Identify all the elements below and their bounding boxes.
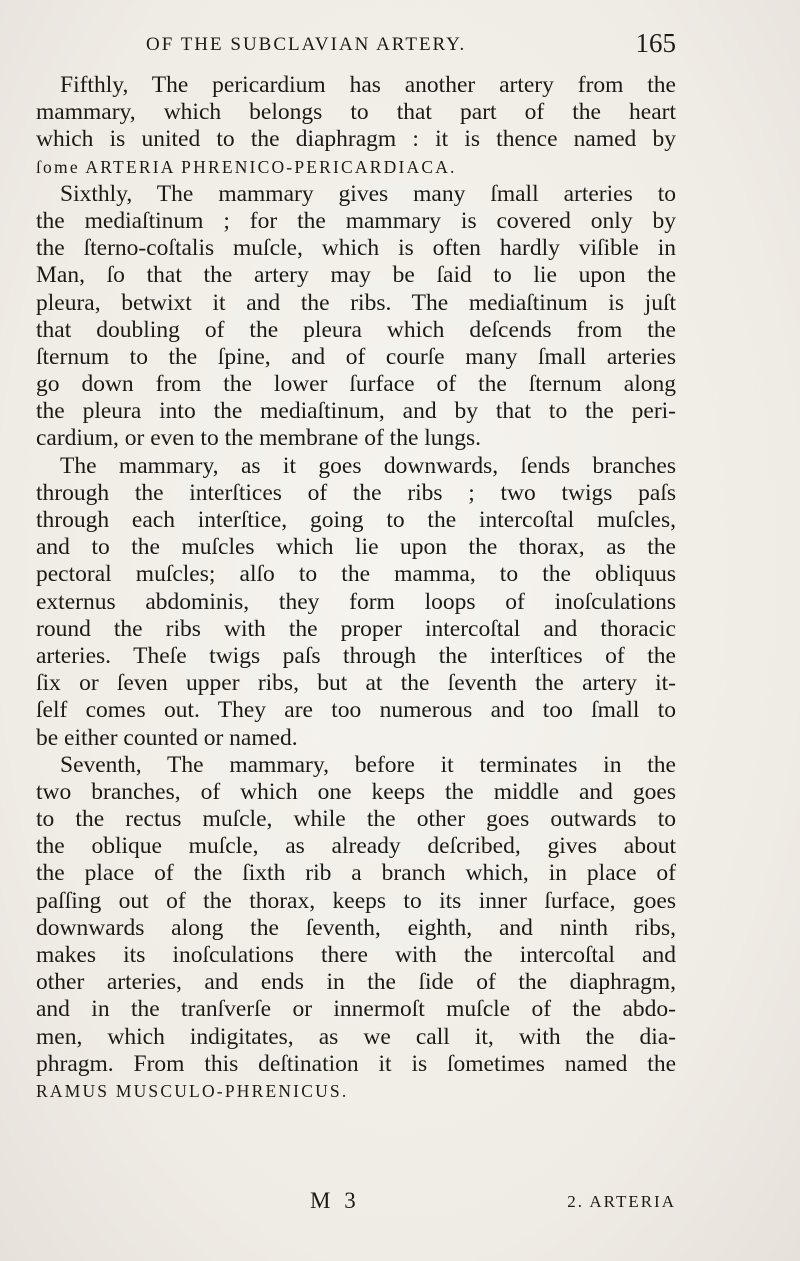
text-line: which is united to the diaphragm : it is thence named by (36, 126, 676, 153)
text-line: Sixthly, The mammary gives many ſmall arteries to (60, 180, 676, 207)
text-line: that doubling of the pleura which deſcends from the (36, 316, 676, 343)
text-line: men, which indigitates, as we call it, with the dia- (36, 1023, 676, 1050)
text-line: other arteries, and ends in the ſide of the diaphragm, (36, 969, 676, 996)
text-line: The mammary, as it goes downwards, ſends branches (60, 452, 676, 479)
running-head: OF THE SUBCLAVIAN ARTERY. (146, 34, 467, 55)
text-line: the mediaſtinum ; for the mammary is covered only by (36, 207, 676, 234)
text-line: go down from the lower ſurface of the ſternum along (36, 371, 676, 398)
text-line: pleura, betwixt it and the ribs. The mediaſtinum is juſt (36, 289, 676, 316)
text-line: pectoral muſcles; alſo to the mamma, to the obliquus (36, 561, 676, 588)
text-line: to the rectus muſcle, while the other goes outwards to (36, 806, 676, 833)
text-line: through each interſtice, going to the intercoſtal muſcles, (36, 507, 676, 533)
text-line: and to the muſcles which lie upon the thorax, as the (36, 534, 676, 561)
page-header (36, 30, 676, 60)
text-line: ſelf comes out. They are too numerous and too ſmall to (36, 697, 676, 724)
text-line: mammary, which belongs to that part of the heart (36, 99, 676, 126)
body-text (36, 72, 676, 1105)
text-line: cardium, or even to the membrane of the lungs. (36, 425, 482, 452)
signature-mark: M 3 (310, 1188, 360, 1213)
text-line: makes its inoſculations there with the intercoſtal and (36, 942, 676, 968)
text-line: arteries. Theſe twigs paſs through the interſtices of the (36, 642, 676, 669)
text-line: ſome ARTERIA PHRENICO-PERICARDIACA. (36, 156, 457, 177)
text-line: RAMUS MUSCULO-PHRENICUS. (36, 1080, 349, 1101)
page-number: 165 (635, 28, 676, 58)
text-line: Fifthly, The pericardium has another artery from the (60, 72, 676, 98)
text-line: downwards along the ſeventh, eighth, and ninth ribs, (36, 914, 676, 941)
text-line: two branches, of which one keeps the middle and goes (36, 778, 676, 805)
text-line: and in the tranſverſe or innermoſt muſcle of the abdo- (36, 996, 676, 1023)
text-line: the oblique muſcle, as already deſcribed, gives about (36, 833, 676, 860)
text-line: through the interſtices of the ribs ; two twigs paſs (36, 479, 676, 506)
text-line: paſſing out of the thorax, keeps to its inner ſurface, goes (36, 887, 676, 914)
text-line: be either counted or named. (36, 724, 298, 751)
text-line: ſix or ſeven upper ribs, but at the ſeventh the artery it- (36, 670, 676, 697)
text-line: the ſterno-coſtalis muſcle, which is often hardly viſible in (36, 235, 676, 262)
text-line: the pleura into the mediaſtinum, and by that to the peri- (36, 398, 676, 425)
text-line: Man, ſo that the artery may be ſaid to lie upon the (36, 262, 676, 289)
text-line: the place of the ſixth rib a branch which, in place of (36, 860, 676, 887)
text-line: Seventh, The mammary, before it terminates in the (60, 751, 676, 778)
text-line: phragm. From this deſtination it is ſometimes named the (36, 1050, 676, 1077)
catchword: 2. ARTERIA (567, 1192, 676, 1211)
text-line: externus abdominis, they form loops of inoſculations (36, 588, 676, 615)
text-line: ſternum to the ſpine, and of courſe many ſmall arteries (36, 343, 676, 370)
text-line: round the ribs with the proper intercoſtal and thoracic (36, 615, 676, 642)
page-footer (36, 1188, 676, 1218)
